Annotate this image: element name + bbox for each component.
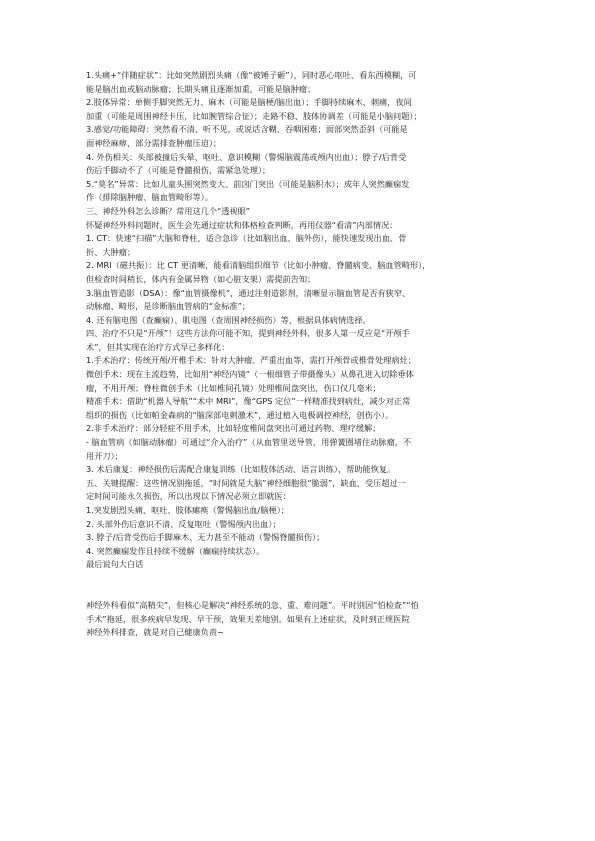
- text-line: 2. MRI（磁共振）：比 CT 更清晰，能看清脑组织细节（比如小肿瘤、脊髓病变、脑血管畸形），: [86, 260, 431, 271]
- text-line: 2.肢体异常：单侧手脚突然无力、麻木（可能是脑梗/脑出血）；手脚持续麻木、刺痛，夜间: [86, 97, 412, 108]
- text-line: - 脑血管病（如脑动脉瘤）可通过“介入治疗”（从血管里送导管，用弹簧圈堵住动脉瘤，不: [86, 437, 412, 448]
- text-line: 作（排除脑肿瘤、脑血管畸形等）。: [86, 192, 213, 203]
- text-line: 精准手术：借助“机器人导航”“术中 MRI”，像“GPS 定位”一样精准找到病灶，减少对正常: [86, 396, 411, 407]
- text-line: 神经外科排查，就是对自己健康负责~: [86, 627, 224, 638]
- text-line: 面神经麻痹，部分需排查肿瘤压迫）；: [86, 137, 222, 148]
- text-line: 折、大肿瘤；: [86, 246, 136, 257]
- text-line: 瘤，不用开颅；脊柱微创手术（比如椎间孔镜）处理椎间盘突出，伤口仅几毫米；: [86, 382, 381, 393]
- text-line: 伤后手脚动不了（可能是脊髓损伤，需紧急处理）；: [86, 165, 271, 176]
- document-page: [86, 69, 512, 640]
- text-line: 3.感觉/功能障碍：突然看不清、听不见，或说话含糊、吞咽困难；面部突然歪斜（可能是: [86, 124, 408, 135]
- text-line: 能是脑出血或脑动脉瘤；长期头痛且逐渐加重，可能是脑肿瘤；: [86, 83, 316, 94]
- text-line: 神经外科看似“高精尖”，但核心是解决“神经系统的急、重、难问题”。平时别因“怕检查”“怕: [86, 600, 419, 611]
- text-line: 定时间可能永久损伤，所以出现以下情况必须立即就医：: [86, 491, 291, 502]
- text-line: 怀疑神经外科问题时，医生会先通过症状和体格检查判断，再用仪器“看清”内部情况：: [86, 219, 398, 230]
- text-line: 加重（可能是周围神经卡压，比如腕管综合征）；走路不稳、肢体协调差（可能是小脑问题）；: [86, 110, 422, 121]
- text-line: 手术”拖延，很多疾病早发现、早干预，效果天差地别。如果有上述症状，及时到正规医院: [86, 613, 410, 624]
- text-line: 2.非手术治疗：部分轻症不用手术，比如轻度椎间盘突出可通过药物、理疗缓解；: [86, 423, 381, 434]
- text-line: 1.手术治疗：传统开颅/开椎手术：针对大肿瘤、严重出血等，需打开颅骨或椎骨处理病灶；: [86, 355, 416, 366]
- blank-line: [86, 586, 512, 600]
- document-body: [86, 69, 512, 640]
- text-line: 但检查时间稍长，体内有金属异物（如心脏支架）需提前告知；: [86, 273, 316, 284]
- text-line: 2. 头部外伤后意识不清、反复呕吐（警惕颅内出血）；: [86, 518, 281, 529]
- text-line: 5.“莫名”异常：比如儿童头围突然变大、前囟门突出（可能是脑积水）；成年人突然癫痫发: [86, 178, 410, 189]
- text-line: 最后说句大白话: [86, 559, 144, 570]
- text-line: 三、神经外科怎么诊断？常用这几个“透视眼”: [86, 205, 251, 216]
- text-line: 组织的损伤（比如帕金森病的“脑深部电刺激术”，通过植入电极调控神经，创伤小）。: [86, 409, 394, 420]
- text-line: 3. 术后康复：神经损伤后需配合康复训练（比如肢体活动、语言训练），帮助能恢复。: [86, 464, 396, 475]
- text-line: 术”，但其实现在治疗方式早已多样化：: [86, 341, 230, 352]
- text-line: 3.脑血管造影（DSA）：像“血管摄像机”，通过注射造影剂，清晰显示脑血管是否有狭窄、: [86, 287, 411, 298]
- text-line: 4. 还有脑电图（查癫痫）、肌电图（查周围神经损伤）等，根据具体病情选择。: [86, 314, 371, 325]
- text-line: 用开刀）；: [86, 450, 123, 461]
- text-line: 四、治疗不只是“开颅”！这些方法你可能不知，提到神经外科，很多人第一反应是“开颅手: [86, 328, 410, 339]
- blank-line: [86, 572, 512, 586]
- text-line: 五、关键提醒：这些情况别拖延，“时间就是大脑”神经细胞很“脆弱”，缺血、受压超过一: [86, 477, 406, 488]
- text-line: 1. CT：快速“扫描”大脑和脊柱，适合急诊（比如脑出血、脑外伤），能快速发现出血、骨: [86, 233, 407, 244]
- text-line: 微创手术：现在主流趋势，比如用“神经内镜”（一根细管子带摄像头）从鼻孔进入切除垂体: [86, 369, 414, 380]
- text-line: 1.突发剧烈头痛、呕吐、肢体瘫痪（警惕脑出血/脑梗）；: [86, 505, 289, 515]
- text-line: 1.头痛+“伴随症状”：比如突然剧烈头痛（像“被锤子砸”），同时恶心呕吐、看东西模糊，可: [86, 70, 417, 80]
- text-line: 动脉瘤、畸形，是诊断脑血管病的“金标准”；: [86, 301, 251, 312]
- text-line: 4. 外伤相关：头部被撞后头晕、呕吐、意识模糊（警惕脑震荡或颅内出血）；脖子/后背受: [86, 151, 407, 162]
- text-line: 3. 脖子/后背受伤后手脚麻木、无力甚至不能动（警惕脊髓损伤）；: [86, 532, 325, 543]
- text-line: 4. 突然癫痫发作且持续不缓解（癫痫持续状态）。: [86, 545, 265, 556]
